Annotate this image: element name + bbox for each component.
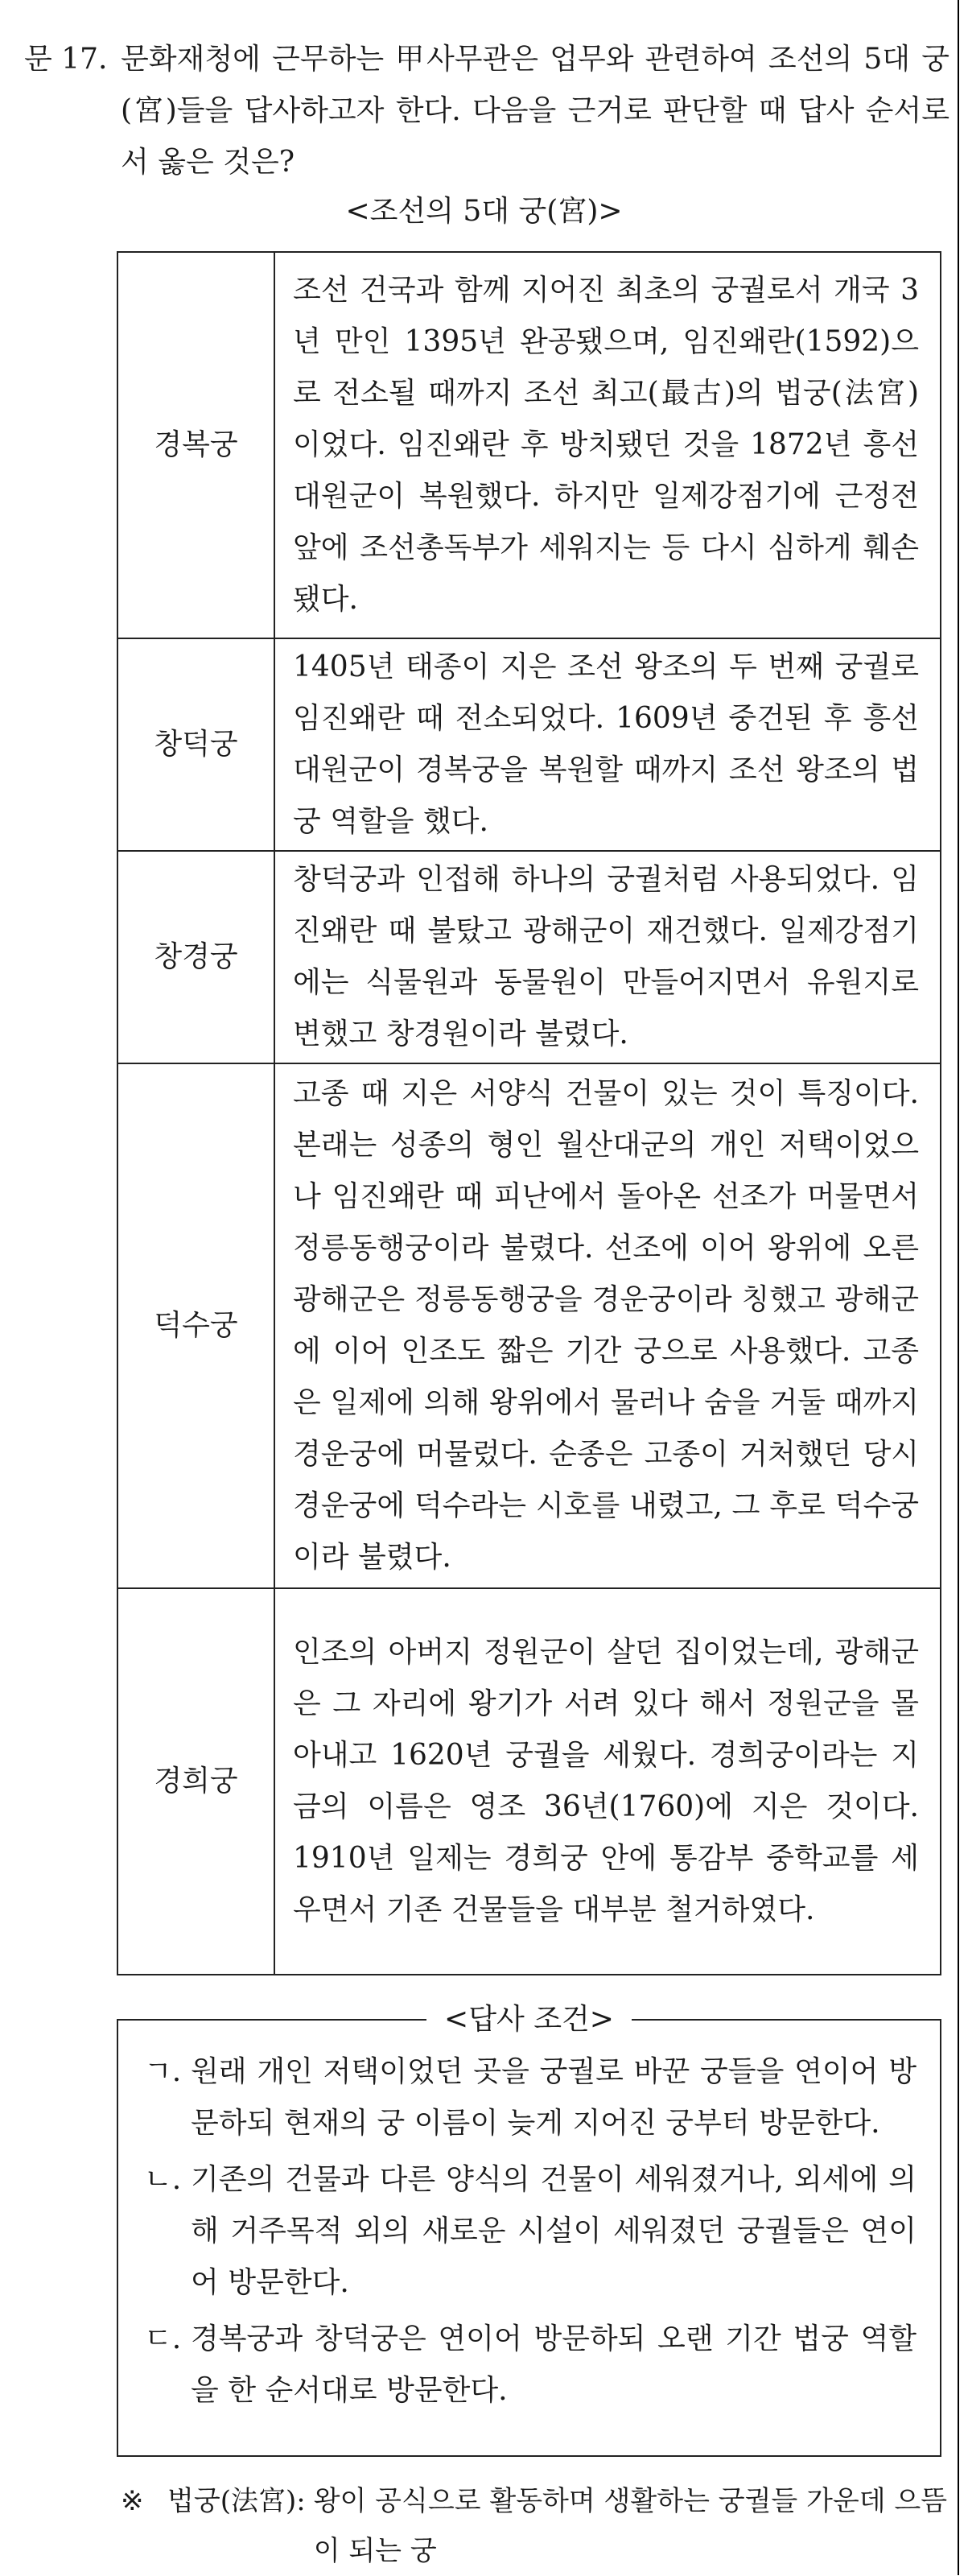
palace-description: 조선 건국과 함께 지어진 최초의 궁궐로서 개국 3년 만인 1395년 완공됐으며, 임진왜란(1592)으로 전소될 때까지 조선 최고(最古)의 법궁(法宮)이었다. 임진왜란 후 방치됐던 것을 1872년 흥선대원군이 복원했다. 하지만 일제강점기에 근정전 앞에 조선총독부가 세워지는 등 다시 심하게 훼손됐다. bbox=[274, 252, 941, 638]
conditions-list bbox=[144, 2046, 917, 2421]
condition-marker: ㄷ. bbox=[144, 2322, 182, 2355]
table-row bbox=[117, 638, 941, 851]
reference-mark-icon: ※ bbox=[121, 2485, 144, 2517]
palace-name: 경복궁 bbox=[117, 252, 274, 638]
table-row bbox=[117, 851, 941, 1063]
palace-name: 창덕궁 bbox=[117, 638, 274, 851]
footnote bbox=[121, 2476, 949, 2576]
condition-marker: ㄴ. bbox=[144, 2163, 182, 2196]
condition-marker: ㄱ. bbox=[144, 2055, 182, 2088]
page-border-right bbox=[958, 0, 959, 2575]
list-item bbox=[144, 2154, 917, 2309]
palace-description: 인조의 아버지 정원군이 살던 집이었는데, 광해군은 그 자리에 왕기가 서려 있다 해서 정원군을 몰아내고 1620년 궁궐을 세웠다. 경희궁이라는 지금의 이름은 영조 36년(1760)에 지은 것이다. 1910년 일제는 경희궁 안에 통감부 중학교를 세우면서 기존 건물들을 대부분 철거하였다. bbox=[274, 1588, 941, 1975]
palace-name: 창경궁 bbox=[117, 851, 274, 1063]
list-item bbox=[144, 2314, 917, 2417]
conditions-box bbox=[117, 2003, 941, 2457]
palace-description: 고종 때 지은 서양식 건물이 있는 것이 특징이다. 본래는 성종의 형인 월산대군의 개인 저택이었으나 임진왜란 때 피난에서 돌아온 선조가 머물면서 정릉동행궁이라 불렸다. 선조에 이어 왕위에 오른 광해군은 정릉동행궁을 경운궁이라 칭했고 광해군에 이어 인조도 짧은 기간 궁으로 사용했다. 고종은 일제에 의해 왕위에서 물러나 숨을 거둘 때까지 경운궁에 머물렀다. 순종은 고종이 거처했던 당시 경운궁에 덕수라는 시호를 내렸고, 그 후로 덕수궁이라 불렸다. bbox=[274, 1063, 941, 1588]
conditions-title: <답사 조건> bbox=[426, 2003, 632, 2036]
question-number: 문 17. bbox=[24, 43, 108, 76]
condition-text: 기존의 건물과 다른 양식의 건물이 세워졌거나, 외세에 의해 거주목적 외의 새로운 시설이 세워졌던 궁궐들은 연이어 방문한다. bbox=[191, 2163, 917, 2299]
palace-description: 창덕궁과 인접해 하나의 궁궐처럼 사용되었다. 임진왜란 때 불탔고 광해군이 재건했다. 일제강점기에는 식물원과 동물원이 만들어지면서 유원지로 변했고 창경원이라 불렸다. bbox=[274, 851, 941, 1063]
palace-name: 덕수궁 bbox=[117, 1063, 274, 1588]
footnote-term: 법궁(法宮): bbox=[167, 2485, 306, 2517]
table-row bbox=[117, 1588, 941, 1975]
palace-table bbox=[117, 251, 941, 1975]
condition-text: 경복궁과 창덕궁은 연이어 방문하되 오랜 기간 법궁 역할을 한 순서대로 방문한다. bbox=[191, 2322, 917, 2407]
footnote-definition: 왕이 공식으로 활동하며 생활하는 궁궐들 가운데 으뜸이 되는 궁 bbox=[313, 2485, 948, 2567]
palace-description: 1405년 태종이 지은 조선 왕조의 두 번째 궁궐로 임진왜란 때 전소되었다. 1609년 중건된 후 흥선대원군이 경복궁을 복원할 때까지 조선 왕조의 법궁 역할을 했다. bbox=[274, 638, 941, 851]
condition-text: 원래 개인 저택이었던 곳을 궁궐로 바꾼 궁들을 연이어 방문하되 현재의 궁 이름이 늦게 지어진 궁부터 방문한다. bbox=[191, 2055, 917, 2140]
palace-name: 경희궁 bbox=[117, 1588, 274, 1975]
question-text: 문화재청에 근무하는 甲사무관은 업무와 관련하여 조선의 5대 궁(宮)들을 답사하고자 한다. 다음을 근거로 판단할 때 답사 순서로서 옳은 것은? bbox=[121, 43, 949, 179]
table-title: <조선의 5대 궁(宮)> bbox=[345, 195, 623, 228]
table-row bbox=[117, 1063, 941, 1588]
table-row bbox=[117, 252, 941, 638]
list-item bbox=[144, 2046, 917, 2149]
conditions-title-wrap bbox=[118, 2000, 940, 2040]
